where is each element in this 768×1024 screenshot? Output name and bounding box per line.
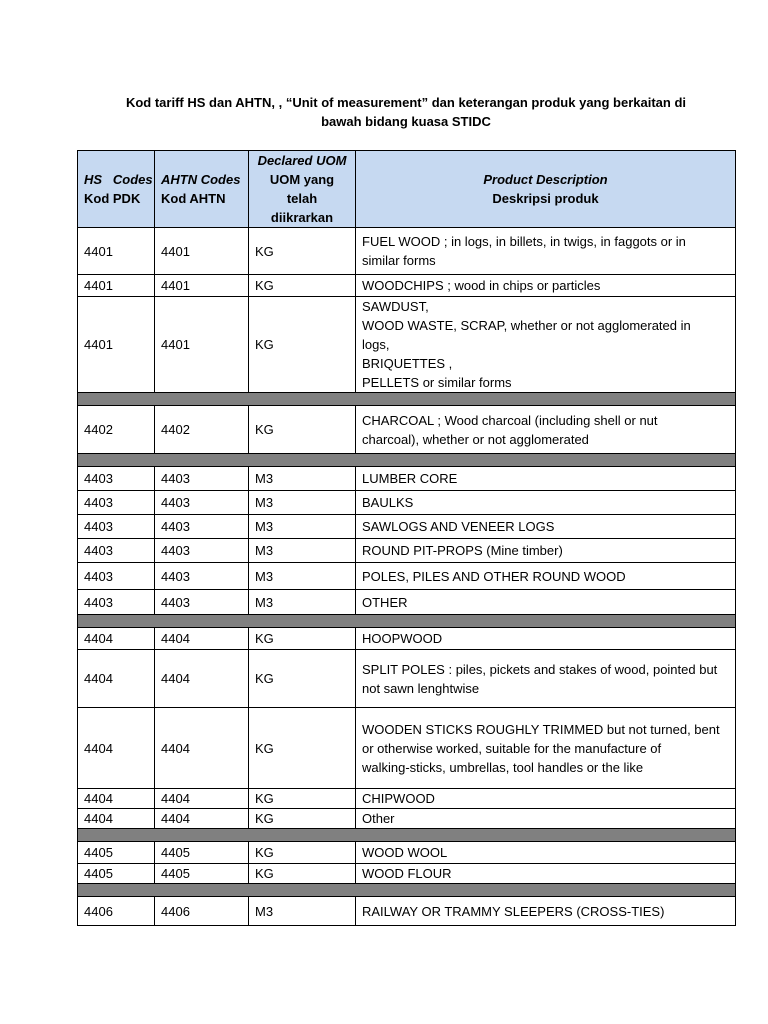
description-line: logs,: [362, 337, 390, 352]
header-desc-ms: Deskripsi produk: [492, 191, 599, 206]
header-hs-ms: Kod PDK: [84, 191, 141, 206]
description-cell: [356, 650, 736, 708]
description-cell: [356, 491, 736, 515]
ahtn-code-cell: 4404: [155, 628, 249, 650]
group-separator: [78, 884, 736, 897]
ahtn-code-cell: 4401: [155, 275, 249, 297]
hs-code-cell: 4401: [78, 228, 155, 275]
table-row: [78, 228, 736, 275]
hs-code-cell: 4403: [78, 563, 155, 590]
hs-code-cell: 4401: [78, 297, 155, 393]
uom-cell: KG: [249, 650, 356, 708]
separator-cell: [78, 615, 736, 628]
description-cell: [356, 708, 736, 789]
hs-code-cell: 4403: [78, 539, 155, 563]
uom-cell: M3: [249, 467, 356, 491]
table-row: [78, 297, 736, 393]
description-line: charcoal), whether or not agglomerated: [362, 431, 589, 447]
description-cell: [356, 842, 736, 864]
ahtn-code-cell: 4403: [155, 515, 249, 539]
description-line: BAULKS: [362, 495, 414, 510]
table-row: [78, 842, 736, 864]
description-cell: [356, 563, 736, 590]
ahtn-code-cell: 4405: [155, 864, 249, 884]
description-cell: [356, 228, 736, 275]
header-ahtn-codes: [155, 151, 249, 228]
description-cell: [356, 406, 736, 454]
uom-cell: M3: [249, 491, 356, 515]
table-body: [78, 228, 736, 926]
description-line: RAILWAY OR TRAMMY SLEEPERS (CROSS-TIES): [362, 903, 665, 919]
hs-code-cell: 4403: [78, 467, 155, 491]
description-line: not sawn lenghtwise: [362, 680, 480, 696]
header-hs-en: HS Codes: [84, 172, 153, 187]
description-line: WOODEN STICKS ROUGHLY TRIMMED but not turned, bent: [362, 721, 720, 737]
description-line: POLES, PILES AND OTHER ROUND WOOD: [362, 568, 626, 584]
uom-cell: KG: [249, 708, 356, 789]
ahtn-code-cell: 4403: [155, 590, 249, 615]
header-ahtn-en: AHTN Codes: [161, 172, 241, 187]
ahtn-code-cell: 4403: [155, 491, 249, 515]
table-row: [78, 467, 736, 491]
description-cell: [356, 628, 736, 650]
header-uom-ms-1: UOM yang: [269, 172, 335, 187]
group-separator: [78, 615, 736, 628]
ahtn-code-cell: 4406: [155, 897, 249, 926]
ahtn-code-cell: 4401: [155, 228, 249, 275]
ahtn-code-cell: 4402: [155, 406, 249, 454]
header-product-description: [356, 151, 736, 228]
table-row: [78, 590, 736, 615]
ahtn-code-cell: 4403: [155, 539, 249, 563]
description-line: PELLETS or similar forms: [362, 375, 512, 390]
ahtn-code-cell: 4404: [155, 809, 249, 829]
table-row: [78, 491, 736, 515]
uom-cell: KG: [249, 275, 356, 297]
table-row: [78, 650, 736, 708]
hs-code-cell: 4404: [78, 809, 155, 829]
separator-cell: [78, 829, 736, 842]
description-cell: [356, 809, 736, 829]
group-separator: [78, 393, 736, 406]
header-uom-ms-3: diikrarkan: [270, 210, 334, 225]
description-line: Other: [362, 811, 395, 826]
uom-cell: KG: [249, 628, 356, 650]
description-line: HOOPWOOD: [362, 631, 443, 646]
uom-cell: M3: [249, 897, 356, 926]
group-separator: [78, 829, 736, 842]
uom-cell: M3: [249, 539, 356, 563]
description-line: or otherwise worked, suitable for the manufacture of: [362, 740, 662, 756]
description-line: SAWDUST,: [362, 299, 429, 314]
hs-code-cell: 4403: [78, 590, 155, 615]
table-row: [78, 563, 736, 590]
table-row: [78, 789, 736, 809]
uom-cell: KG: [249, 809, 356, 829]
description-cell: [356, 789, 736, 809]
table-row: [78, 897, 736, 926]
description-line: BRIQUETTES ,: [362, 356, 453, 371]
table-row: [78, 628, 736, 650]
table-header-row: [78, 151, 736, 228]
hs-code-cell: 4405: [78, 864, 155, 884]
description-line: WOODCHIPS ; wood in chips or particles: [362, 278, 601, 293]
header-uom: [249, 151, 356, 228]
hs-code-cell: 4402: [78, 406, 155, 454]
description-line: FUEL WOOD ; in logs, in billets, in twigs, in faggots or in: [362, 234, 686, 249]
hs-code-cell: 4406: [78, 897, 155, 926]
ahtn-code-cell: 4401: [155, 297, 249, 393]
title-line-2: bawah bidang kuasa STIDC: [321, 114, 491, 129]
ahtn-code-cell: 4405: [155, 842, 249, 864]
hs-code-cell: 4405: [78, 842, 155, 864]
document-title: [78, 93, 734, 131]
uom-cell: KG: [249, 789, 356, 809]
hs-code-cell: 4404: [78, 789, 155, 809]
table-row: [78, 539, 736, 563]
ahtn-code-cell: 4404: [155, 708, 249, 789]
ahtn-code-cell: 4404: [155, 650, 249, 708]
table-row: [78, 708, 736, 789]
uom-cell: M3: [249, 515, 356, 539]
description-cell: [356, 515, 736, 539]
description-line: ROUND PIT-PROPS (Mine timber): [362, 543, 563, 558]
description-line: CHARCOAL ; Wood charcoal (including shell or nut: [362, 412, 658, 428]
description-line: SAWLOGS AND VENEER LOGS: [362, 519, 555, 534]
header-ahtn-ms: Kod AHTN: [161, 191, 226, 206]
header-uom-ms-2: telah: [286, 191, 318, 206]
separator-cell: [78, 454, 736, 467]
table-row: [78, 809, 736, 829]
description-line: OTHER: [362, 594, 408, 610]
table-row: [78, 406, 736, 454]
description-cell: [356, 590, 736, 615]
header-desc-en: Product Description: [483, 172, 608, 187]
description-line: SPLIT POLES : piles, pickets and stakes of wood, pointed but: [362, 661, 718, 677]
description-cell: [356, 467, 736, 491]
hs-code-cell: 4404: [78, 708, 155, 789]
table-row: [78, 864, 736, 884]
description-cell: [356, 539, 736, 563]
description-line: WOOD WASTE, SCRAP, whether or not agglomerated in: [362, 318, 691, 333]
uom-cell: KG: [249, 297, 356, 393]
description-cell: [356, 275, 736, 297]
hs-code-cell: 4403: [78, 491, 155, 515]
description-line: CHIPWOOD: [362, 791, 435, 806]
group-separator: [78, 454, 736, 467]
hs-code-cell: 4404: [78, 650, 155, 708]
description-cell: [356, 297, 736, 393]
description-line: LUMBER CORE: [362, 471, 458, 486]
table-row: [78, 515, 736, 539]
header-hs-codes: [78, 151, 155, 228]
uom-cell: KG: [249, 864, 356, 884]
description-line: similar forms: [362, 253, 436, 268]
hs-code-cell: 4401: [78, 275, 155, 297]
ahtn-code-cell: 4403: [155, 467, 249, 491]
description-line: WOOD WOOL: [362, 845, 448, 860]
uom-cell: M3: [249, 590, 356, 615]
header-uom-en: Declared UOM: [257, 153, 347, 168]
description-line: walking-sticks, umbrellas, tool handles or the like: [362, 759, 644, 775]
description-line: WOOD FLOUR: [362, 866, 452, 881]
description-cell: [356, 864, 736, 884]
ahtn-code-cell: 4403: [155, 563, 249, 590]
hs-code-cell: 4404: [78, 628, 155, 650]
uom-cell: KG: [249, 228, 356, 275]
separator-cell: [78, 884, 736, 897]
title-line-1: Kod tariff HS dan AHTN, , “Unit of measurement” dan keterangan produk yang berkaitan di: [125, 95, 687, 110]
hs-code-cell: 4403: [78, 515, 155, 539]
ahtn-code-cell: 4404: [155, 789, 249, 809]
uom-cell: M3: [249, 563, 356, 590]
hs-codes-table: [77, 150, 736, 926]
separator-cell: [78, 393, 736, 406]
uom-cell: KG: [249, 842, 356, 864]
table-row: [78, 275, 736, 297]
uom-cell: KG: [249, 406, 356, 454]
description-cell: [356, 897, 736, 926]
